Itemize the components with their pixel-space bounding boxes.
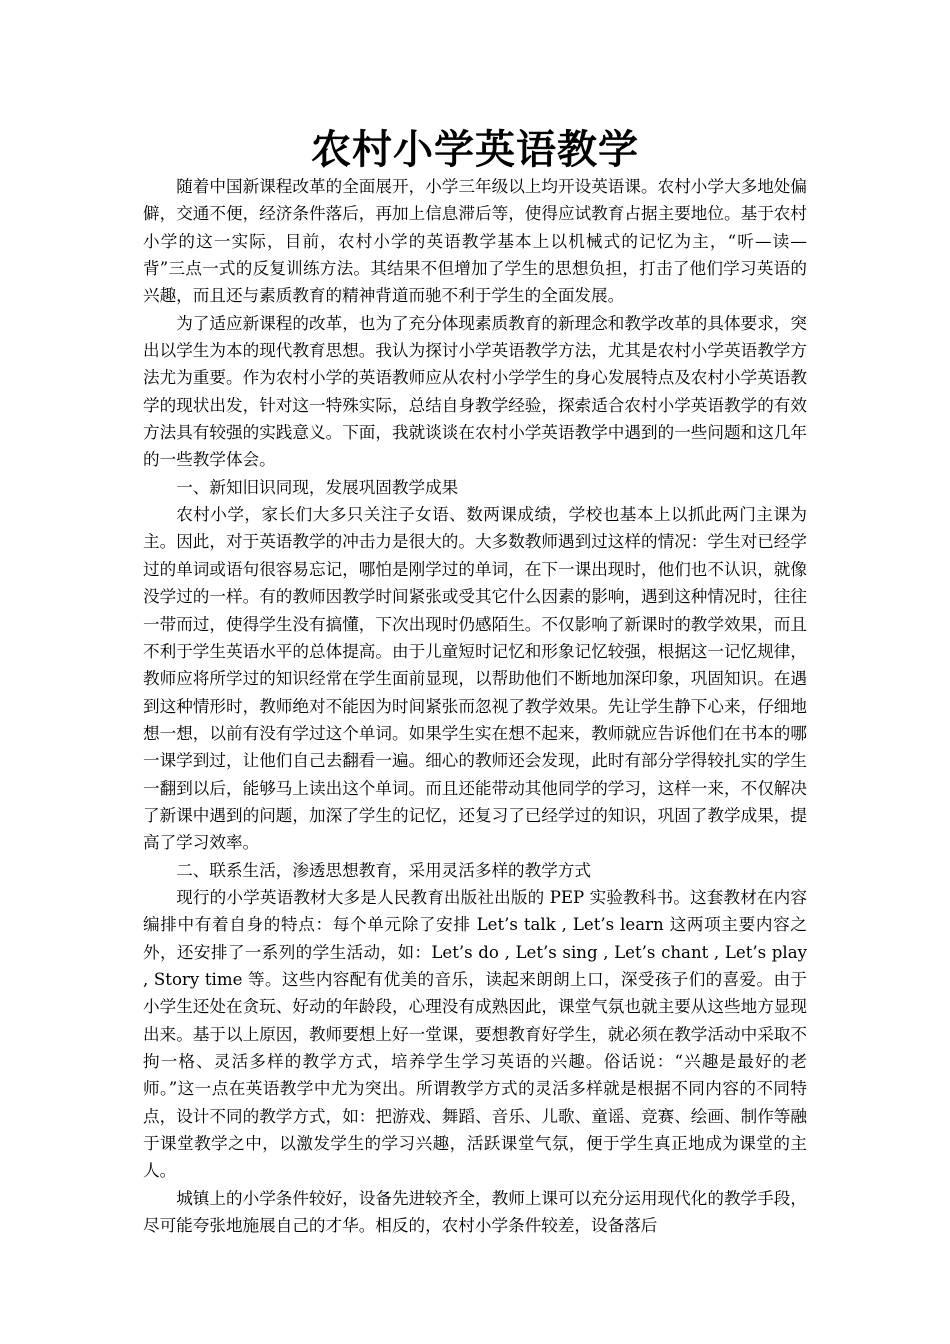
document-body <box>143 173 807 1239</box>
document-title: 农村小学英语教学 <box>311 126 639 173</box>
paragraph-section-1: 农村小学，家长们大多只关注子女语、数两课成绩，学校也基本上以抓此两门主课为主。因此，对于英语教学的冲击力是很大的。大多数教师遇到过这样的情况：学生对已经学过的单词或语句很容易忘记，哪怕是刚学过的单词，在下一课出现时，他们也不认识，就像没学过的一样。有的教师因教学时间紧张或受其它什么因素的影响，遇到这种情况时，往往一带而过，使得学生没有搞懂，下次出现时仍感陌生。不仅影响了新课时的教学效果，而且不利于学生英语水平的总体提高。由于儿童短时记忆和形象记忆较强，根据这一记忆规律，教师应将所学过的知识经常在学生面前显现，以帮助他们不断地加深印象，巩固知识。在遇到这种情形时，教师绝对不能因为时间紧张而忽视了教学效果。先让学生静下心来，仔细地想一想，以前有没有学过这个单词。如果学生实在想不起来，教师就应告诉他们在书本的哪一课学到过，让他们自己去翻看一遍。细心的教师还会发现，此时有部分学得较扎实的学生一翻到以后，能够马上读出这个单词。而且还能带动其他同学的学习，这样一来，不仅解决了新课中遇到的问题，加深了学生的记忆，还复习了已经学过的知识，巩固了教学成果，提高了学习效率。 <box>143 505 807 853</box>
paragraph-conditions: 城镇上的小学条件较好，设备先进较齐全，教师上课可以充分运用现代化的教学手段，尽可能夸张地施展自己的才华。相反的，农村小学条件较差，设备落后 <box>143 1188 807 1236</box>
paragraph-section-2: 现行的小学英语教材大多是人民教育出版社出版的 PEP 实验教科书。这套教材在内容编排中有着自身的特点：每个单元除了安排 Let’s talk , Let’s learn 这两项主要内容之外，还安排了一系列的学生活动，如：Let’s do , Let’s sing , Let’s chant , Let’s play , Story time 等。这些内容配有优美的音乐，读起来朗朗上口，深受孩子们的喜爱。由于小学生还处在贪玩、好动的年龄段，心理没有成熟因此，课堂气氛也就主要从这些地方显现出来。基于以上原因，教师要想上好一堂课，要想教育好学生，就必须在教学活动中采取不拘一格、灵活多样的教学方式，培养学生学习英语的兴趣。俗话说：“兴趣是最好的老师。”这一点在英语教学中尤为突出。所谓教学方式的灵活多样就是根据不同内容的不同特点，设计不同的教学方式，如：把游戏、舞蹈、音乐、儿歌、童谣、竞赛、绘画、制作等融于课堂教学之中，以激发学生的学习兴趣，活跃课堂气氛，便于学生真正地成为课堂的主人。 <box>143 887 807 1181</box>
section-heading-2: 二、联系生活，渗透思想教育，采用灵活多样的教学方式 <box>176 860 592 880</box>
section-heading-1: 一、新知旧识同现，发展巩固教学成果 <box>176 477 459 497</box>
paragraph-intro: 随着中国新课程改革的全面展开，小学三年级以上均开设英语课。农村小学大多地处偏僻，交通不便，经济条件落后，再加上信息滞后等，使得应试教育占据主要地位。基于农村小学的这一实际，目前，农村小学的英语教学基本上以机械式的记忆为主，“听—读—背”三点一式的反复训练方法。其结果不但增加了学生的思想负担，打击了他们学习英语的兴趣，而且还与素质教育的精神背道而驰不利于学生的全面发展。 <box>143 177 807 306</box>
paragraph-purpose: 为了适应新课程的改革，也为了充分体现素质教育的新理念和教学改革的具体要求，突出以学生为本的现代教育思想。我认为探讨小学英语教学方法，尤其是农村小学英语教学方法尤为重要。作为农村小学的英语教师应从农村小学学生的身心发展特点及农村小学英语教学的现状出发，针对这一特殊实际，总结自身教学经验，探索适合农村小学英语教学的有效方法具有较强的实践意义。下面，我就谈谈在农村小学英语教学中遇到的一些问题和这几年的一些教学体会。 <box>143 313 807 470</box>
